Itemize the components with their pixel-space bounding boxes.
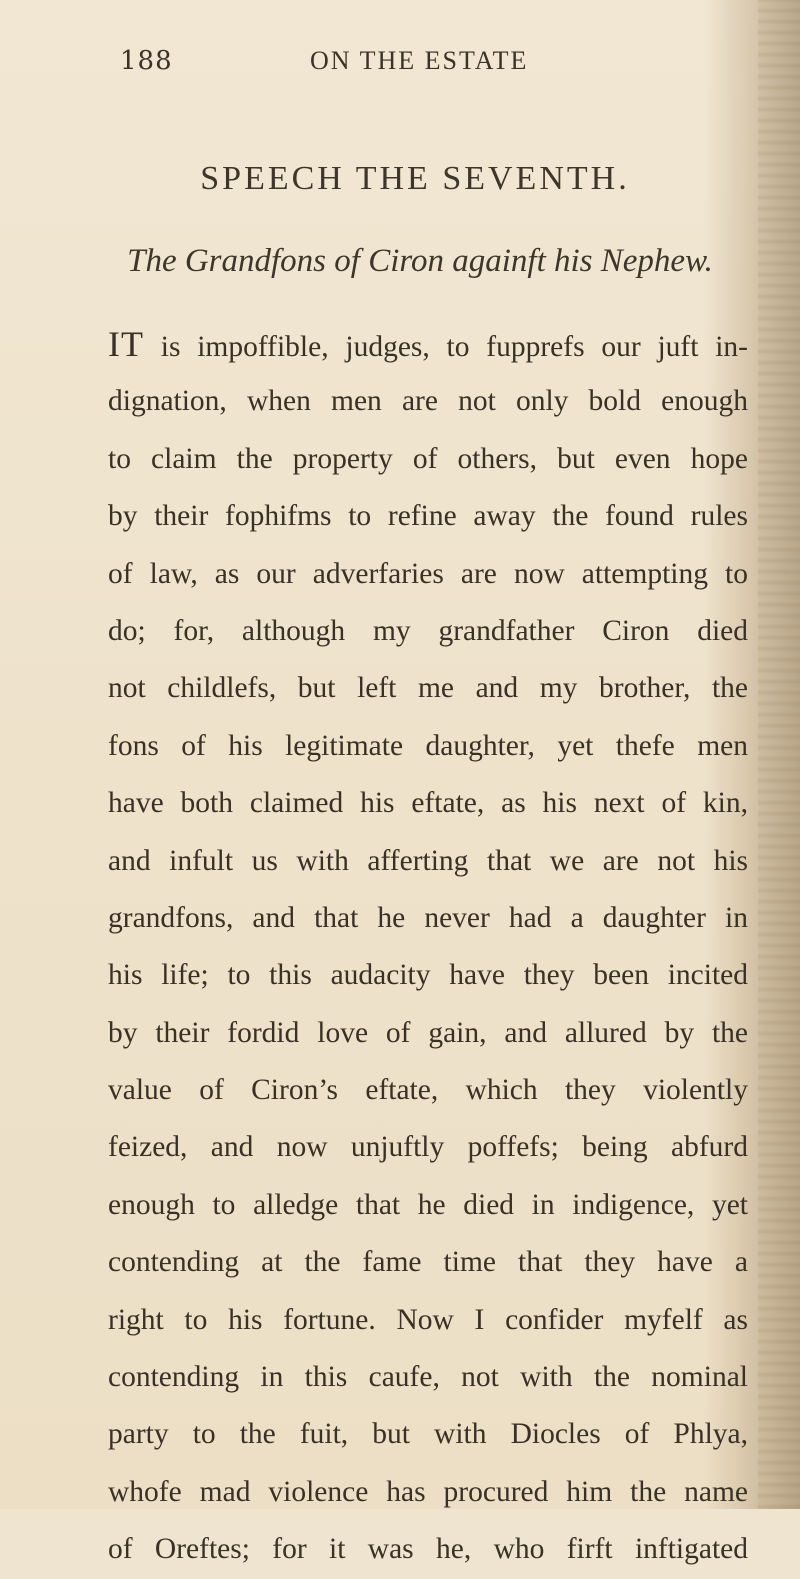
first-line-text: is impoffible, judges, to fupprefs our juft in- (143, 331, 748, 363)
body-line: and infult us with afferting that we are not his (108, 844, 748, 877)
running-head (120, 44, 600, 84)
body-line: have both claimed his eftate, as his next of kin, (108, 787, 748, 820)
speech-subtitle: The Grandfons of Ciron againft his Nephew. (127, 243, 713, 279)
body-text (108, 316, 748, 1579)
body-line: contending in this caufe, not with the nominal (108, 1361, 748, 1394)
speech-heading: SPEECH THE SEVENTH. (200, 160, 630, 197)
body-line (108, 316, 748, 373)
body-line: feized, and now unjuftly poffefs; being abfurd (108, 1131, 748, 1164)
drop-cap: IT (108, 324, 144, 364)
body-line: right to his fortune. Now I confider myfelf as (108, 1303, 748, 1336)
body-line: party to the fuit, but with Diocles of Phlya, (108, 1418, 748, 1451)
running-title: ON THE ESTATE (310, 46, 529, 75)
body-line: not childlefs, but left me and my brother, the (108, 672, 748, 705)
body-line: by their fordid love of gain, and allured by the (108, 1016, 748, 1049)
body-line: whofe mad violence has procured him the name (108, 1475, 748, 1508)
body-line: of law, as our adverfaries are now attempting to (108, 557, 748, 590)
page-edge (758, 0, 800, 1509)
body-line: of Oreftes; for it was he, who firft inftigated (108, 1533, 748, 1566)
body-line: enough to alledge that he died in indigence, yet (108, 1188, 748, 1221)
body-line: contending at the fame time that they have a (108, 1246, 748, 1279)
body-line: value of Ciron’s eftate, which they violently (108, 1074, 748, 1107)
body-line: by their fophifms to refine away the found rules (108, 500, 748, 533)
body-line: do; for, although my grandfather Ciron died (108, 614, 748, 647)
body-line: to claim the property of others, but even hope (108, 442, 748, 475)
body-line: grandfons, and that he never had a daughter in (108, 901, 748, 934)
page-number: 188 (120, 46, 173, 76)
body-line: his life; to this audacity have they been incited (108, 959, 748, 992)
body-line: dignation, when men are not only bold enough (108, 385, 748, 418)
body-line: fons of his legitimate daughter, yet thefe men (108, 729, 748, 762)
